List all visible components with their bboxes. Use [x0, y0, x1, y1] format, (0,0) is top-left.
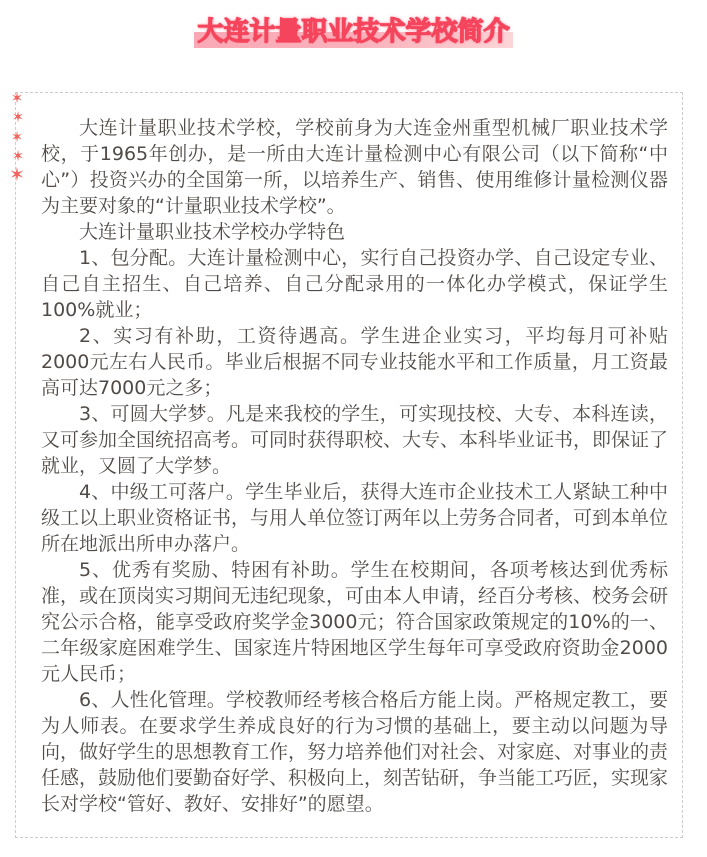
paragraph-item-3: 3、可圆大学梦。凡是来我校的学生，可实现技校、大专、本科连读，又可参加全国统招高考。可同时获得职校、大专、本科毕业证书，即保证了就业，又圆了大学梦。 — [41, 403, 669, 477]
page-title: 大连计量职业技术学校简介 — [197, 17, 510, 47]
paragraph-item-2: 2、实习有补助，工资待遇高。学生进企业实习，平均每月可补贴2000元左右人民币。毕业后根据不同专业技能水平和工作质量，月工资最高可达7000元之多； — [41, 325, 668, 399]
title-block — [197, 13, 509, 51]
paragraph-item-1: 1、包分配。大连计量检测中心，实行自己投资办学、自己设定专业、自己自主招生、自己培养、自己分配录用的一体化办学模式，保证学生100%就业； — [41, 247, 668, 321]
star-icon: ✶ — [10, 128, 24, 146]
paragraph-item-6: 6、人性化管理。学校教师经考核合格后方能上岗。严格规定教工，要为人师表。在要求学生养成良好的行为习惯的基础上，要主动以问题为导向，做好学生的思想教育工作，努力培养他们对社会、对家庭、对事业的责任感，鼓励他们要勤奋好学、积极向上，刻苦钻研，争当能工巧匠，实现家长对学校“管好、教好、安排好”的愿望。 — [41, 689, 669, 815]
paragraph-section-heading: 大连计量职业技术学校办学特色 — [79, 221, 346, 243]
dashed-content-box — [15, 92, 683, 838]
star-icon: ✶ — [9, 164, 25, 186]
paragraph-item-5: 5、优秀有奖励、特困有补助。学生在校期间，各项考核达到优秀标准，或在顶岗实习期间无违纪现象，可由本人申请，经百分考核、校务会研究公示合格，能享受政府奖学金3000元；符合国家政策规定的10%的一、二年级家庭困难学生、国家连片特困地区学生每年可享受政府资助金2000元人民币； — [41, 559, 669, 685]
star-icon: ✶ — [11, 147, 25, 165]
article-body — [41, 115, 668, 817]
paragraph-item-4: 4、中级工可落户。学生毕业后，获得大连市企业技术工人紧缺工种中级工以上职业资格证书，与用人单位签订两年以上劳务合同者，可到本单位所在地派出所申办落户。 — [41, 481, 669, 555]
page-header — [0, 13, 707, 51]
paragraph-intro: 大连计量职业技术学校，学校前身为大连金州重型机械厂职业技术学校，于1965年创办，是一所由大连计量检测中心有限公司（以下简称“中心”）投资兴办的全国第一所，以培养生产、销售、使用维修计量检测仪器为主要对象的“计量职业技术学校”。 — [41, 117, 668, 217]
star-icon: ✶ — [11, 108, 25, 126]
star-icon: ✶ — [10, 89, 24, 107]
